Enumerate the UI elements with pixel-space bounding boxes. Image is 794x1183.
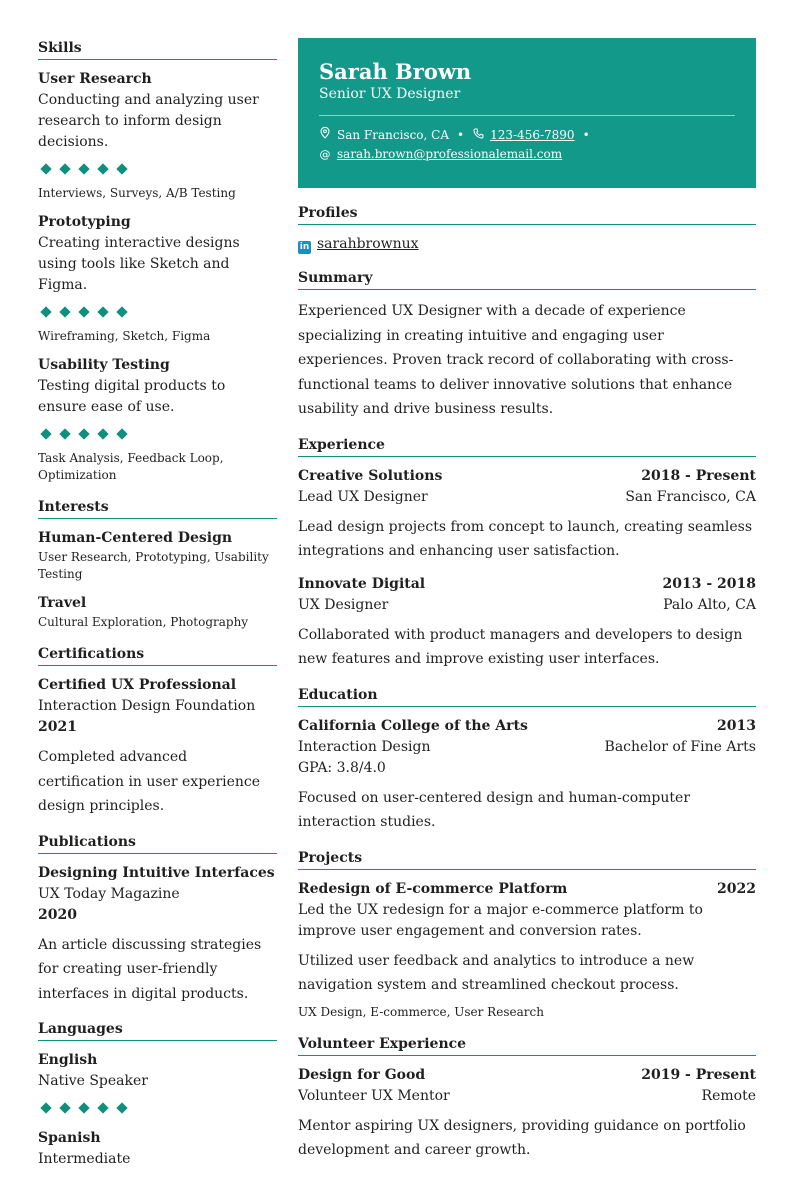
at-sign-icon: @ (319, 148, 331, 161)
publication-name: Designing Intuitive Interfaces (38, 864, 275, 881)
volunteer-heading: Volunteer Experience (298, 1034, 756, 1056)
language-item (38, 1128, 277, 1170)
skill-description: Creating interactive designs using tools like Sketch and Figma. (38, 235, 240, 293)
level-diamond-icon (97, 306, 109, 318)
project-item (298, 879, 756, 1021)
skill-name: Prototyping (38, 214, 131, 230)
projects-section (298, 848, 756, 1021)
experience-section (298, 435, 756, 672)
level-diamond-icon (78, 1102, 90, 1114)
contact-row (319, 145, 735, 164)
experience-item (298, 574, 756, 672)
contact-separator: • (582, 128, 590, 142)
skills-section (38, 38, 277, 484)
certification-issuer: Interaction Design Foundation (38, 698, 256, 714)
skill-name: User Research (38, 71, 152, 87)
experience-item (298, 466, 756, 564)
education-school: California College of the Arts (298, 717, 528, 734)
level-diamond-icon (40, 163, 52, 175)
skill-level-rating (38, 418, 277, 450)
certification-item (38, 675, 277, 819)
interest-keywords: User Research, Prototyping, Usability Testing (38, 550, 269, 581)
contact-phone-link[interactable]: 123-456-7890 (490, 128, 575, 142)
education-gpa: GPA: 3.8/4.0 (298, 759, 386, 776)
education-area: Interaction Design (298, 738, 431, 755)
interest-name: Travel (38, 595, 87, 611)
level-diamond-icon (78, 163, 90, 175)
language-name: Spanish (38, 1130, 101, 1146)
skill-keywords: Interviews, Surveys, A/B Testing (38, 186, 236, 200)
contact-separator: • (457, 128, 465, 142)
skill-level-rating (38, 153, 277, 185)
interest-item (38, 528, 277, 583)
level-diamond-icon (40, 306, 52, 318)
level-diamond-icon (116, 163, 128, 175)
experience-company: Innovate Digital (298, 575, 426, 592)
volunteer-dates: 2019 - Present (641, 1066, 756, 1083)
profiles-section (298, 203, 756, 255)
project-summary: Led the UX redesign for a major e-commerce platform to improve user engagement and conversion rates. (298, 901, 703, 939)
education-description: Focused on user-centered design and human-computer interaction studies. (298, 789, 691, 830)
education-degree: Bachelor of Fine Arts (604, 738, 756, 755)
publications-heading: Publications (38, 832, 277, 854)
candidate-name: Sarah Brown (319, 59, 472, 84)
education-heading: Education (298, 685, 756, 707)
certification-description: Completed advanced certification in user experience design principles. (38, 749, 261, 814)
project-name: Redesign of E-commerce Platform (298, 880, 568, 897)
left-column (38, 38, 277, 1183)
publication-publisher: UX Today Magazine (38, 885, 180, 902)
experience-heading: Experience (298, 435, 756, 457)
project-description: Utilized user feedback and analytics to introduce a new navigation system and streamlined checkout process. (298, 952, 695, 993)
publication-year: 2020 (38, 906, 77, 923)
experience-description: Collaborated with product managers and developers to design new features and improve existing user interfaces. (298, 626, 743, 667)
volunteer-description: Mentor aspiring UX designers, providing guidance on portfolio development and career growth. (298, 1117, 746, 1158)
certification-name: Certified UX Professional (38, 677, 237, 693)
volunteer-item (298, 1065, 756, 1163)
phone-icon (472, 126, 484, 145)
header-divider (319, 115, 735, 116)
level-diamond-icon (59, 1102, 71, 1114)
certification-year: 2021 (38, 719, 77, 735)
skill-item (38, 69, 277, 202)
languages-section (38, 1019, 277, 1170)
level-diamond-icon (40, 1102, 52, 1114)
experience-company: Creative Solutions (298, 467, 443, 484)
contact-row (319, 126, 735, 145)
contact-location: San Francisco, CA (337, 128, 450, 142)
skill-description: Conducting and analyzing user research to inform design decisions. (38, 92, 259, 150)
certifications-section (38, 644, 277, 819)
level-diamond-icon (40, 428, 52, 440)
linkedin-icon: in (299, 242, 310, 252)
language-level: Native Speaker (38, 1073, 148, 1089)
level-diamond-icon (97, 1102, 109, 1114)
skills-heading: Skills (38, 38, 277, 60)
level-diamond-icon (97, 163, 109, 175)
interest-keywords: Cultural Exploration, Photography (38, 615, 249, 629)
level-diamond-icon (97, 428, 109, 440)
level-diamond-icon (78, 428, 90, 440)
skill-item (38, 212, 277, 345)
volunteer-section (298, 1034, 756, 1163)
publications-section (38, 832, 277, 1007)
contact-email-link[interactable]: sarah.brown@professionalemail.com (337, 147, 563, 161)
skill-keywords: Wireframing, Sketch, Figma (38, 329, 211, 343)
publication-item (38, 863, 277, 1007)
level-diamond-icon (59, 306, 71, 318)
skill-keywords: Task Analysis, Feedback Loop, Optimization (38, 451, 224, 482)
summary-heading: Summary (298, 268, 756, 290)
interests-section (38, 497, 277, 631)
certifications-heading: Certifications (38, 644, 277, 666)
volunteer-org: Design for Good (298, 1066, 426, 1083)
language-item (38, 1050, 277, 1124)
profiles-heading: Profiles (298, 203, 756, 225)
level-diamond-icon (59, 428, 71, 440)
right-column (298, 38, 756, 1176)
interests-heading: Interests (38, 497, 277, 519)
education-section (298, 685, 756, 835)
experience-dates: 2013 - 2018 (662, 575, 756, 592)
language-level: Intermediate (38, 1151, 131, 1167)
languages-heading: Languages (38, 1019, 277, 1041)
level-diamond-icon (59, 163, 71, 175)
experience-description: Lead design projects from concept to launch, creating seamless integrations and enhancing user satisfaction. (298, 518, 753, 559)
skill-level-rating (38, 296, 277, 328)
interest-item (38, 593, 277, 631)
experience-position: UX Designer (298, 596, 389, 613)
skill-description: Testing digital products to ensure ease of use. (38, 378, 226, 415)
experience-dates: 2018 - Present (641, 467, 756, 484)
location-pin-icon (319, 126, 331, 145)
volunteer-position: Volunteer UX Mentor (298, 1087, 450, 1104)
language-name: English (38, 1052, 98, 1068)
skill-item (38, 355, 277, 484)
level-diamond-icon (116, 1102, 128, 1114)
profile-linkedin (298, 234, 756, 255)
level-diamond-icon (116, 428, 128, 440)
candidate-title: Senior UX Designer (319, 86, 461, 102)
project-keywords: UX Design, E-commerce, User Research (298, 1004, 544, 1019)
level-diamond-icon (78, 306, 90, 318)
skill-name: Usability Testing (38, 357, 170, 373)
volunteer-location: Remote (701, 1087, 756, 1104)
education-year: 2013 (717, 717, 756, 734)
linkedin-link[interactable]: sarahbrownux (317, 236, 419, 252)
publication-description: An article discussing strategies for creating user-friendly interfaces in digital products. (38, 936, 262, 1002)
interest-name: Human-Centered Design (38, 530, 233, 546)
experience-location: Palo Alto, CA (663, 596, 756, 613)
projects-heading: Projects (298, 848, 756, 870)
project-year: 2022 (717, 880, 756, 897)
experience-location: San Francisco, CA (625, 488, 756, 505)
language-level-rating (38, 1092, 277, 1124)
summary-section (298, 268, 756, 422)
experience-position: Lead UX Designer (298, 488, 428, 505)
level-diamond-icon (116, 306, 128, 318)
resume-header (298, 38, 756, 188)
summary-text: Experienced UX Designer with a decade of experience specializing in creating intuitive and engaging user experiences. Proven track record of collaborating with cross-functional teams to deliver innovative solutions that enhance usability and drive business results. (298, 303, 734, 417)
education-item (298, 716, 756, 835)
